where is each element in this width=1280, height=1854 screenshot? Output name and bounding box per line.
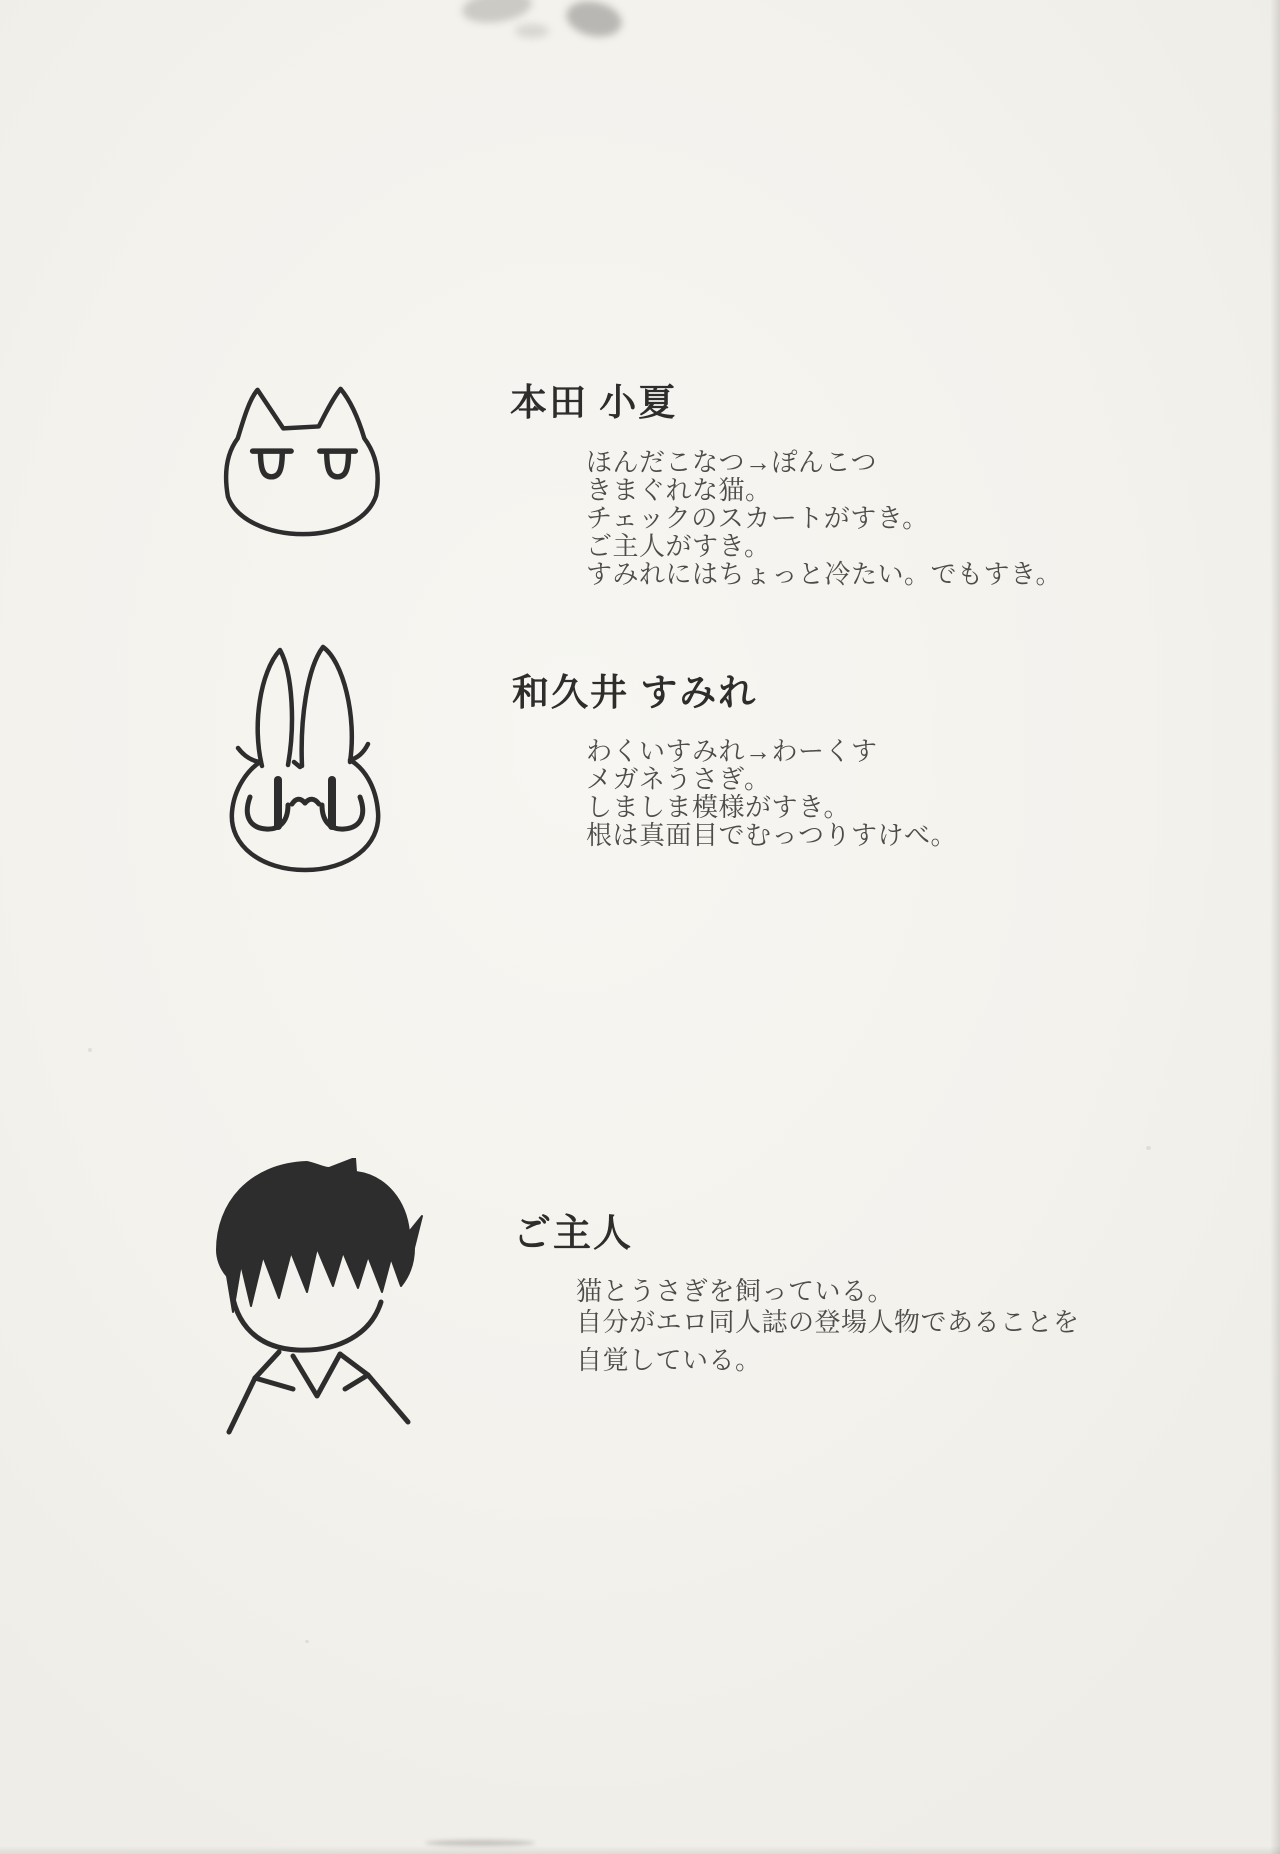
character-profile-konatsu bbox=[586, 448, 1062, 588]
profile-line: ご主人がすき。 bbox=[586, 531, 771, 561]
profile-line: 猫とうさぎを飼っている。 bbox=[576, 1276, 895, 1306]
scan-speck bbox=[1146, 1146, 1151, 1150]
profile-line: 自分がエロ同人誌の登場人物であることを bbox=[576, 1307, 1080, 1337]
profile-line: メガネうさぎ。 bbox=[586, 764, 771, 794]
scan-smudge bbox=[563, 0, 625, 41]
profile-line: しましま模様がすき。 bbox=[586, 792, 850, 822]
profile-line: きまぐれな猫。 bbox=[586, 475, 772, 505]
scan-speck bbox=[88, 1048, 92, 1052]
cat-face-illustration bbox=[218, 382, 388, 542]
rabbit-face-icon bbox=[214, 644, 396, 876]
boy-illustration bbox=[205, 1158, 430, 1435]
rabbit-face-illustration bbox=[214, 644, 396, 876]
profile-line: すみれにはちょっと冷たい。でもすき。 bbox=[586, 559, 1062, 589]
black-haired-boy-icon bbox=[205, 1158, 430, 1435]
page-edge-shadow bbox=[0, 1846, 1280, 1854]
profile-line: わくいすみれ→わーくす bbox=[586, 736, 878, 766]
character-profile-sumire bbox=[586, 737, 957, 849]
scan-speck bbox=[305, 1640, 309, 1643]
scan-smudge bbox=[515, 24, 549, 38]
profile-line: ほんだこなつ→ぽんこつ bbox=[586, 447, 877, 477]
character-name-goshujin: ご主人 bbox=[513, 1213, 634, 1255]
cat-face-icon bbox=[218, 382, 388, 542]
profile-line: 根は真面目でむっつりすけべ。 bbox=[586, 820, 958, 850]
character-name-sumire: 和久井 すみれ bbox=[512, 673, 758, 714]
character-profile-goshujin bbox=[576, 1276, 1080, 1376]
scan-smudge bbox=[460, 0, 533, 27]
page-edge-shadow bbox=[1270, 0, 1280, 1854]
profile-line: チェックのスカートがすき。 bbox=[586, 503, 929, 533]
character-name-konatsu: 本田 小夏 bbox=[510, 383, 678, 424]
profile-line: 自覚している。 bbox=[576, 1345, 762, 1375]
